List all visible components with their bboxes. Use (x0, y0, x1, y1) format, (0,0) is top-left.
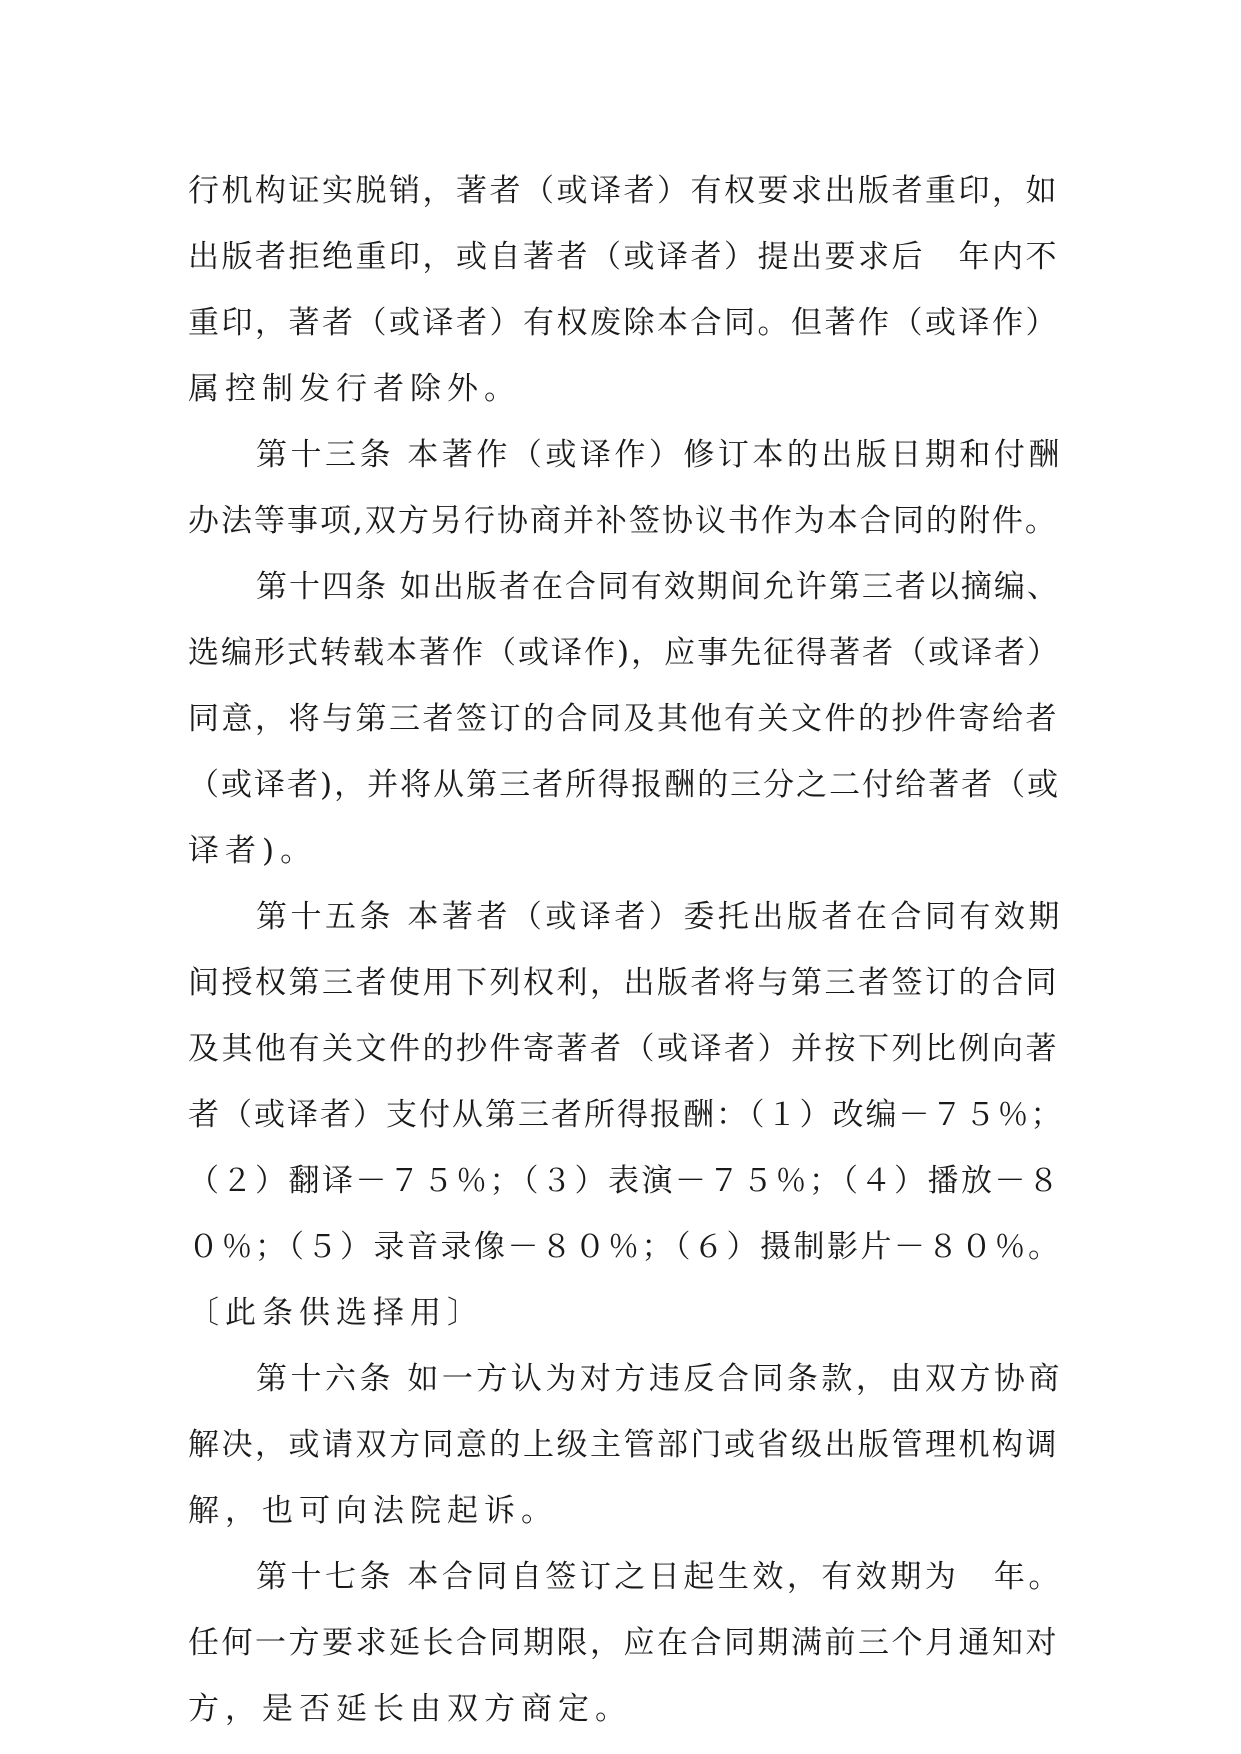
text-line: 解决，或请双方同意的上级主管部门或省级出版管理机构调 (188, 1427, 1059, 1463)
text-line: 及其他有关文件的抄件寄著者（或译者）并按下列比例向著 (188, 1031, 1059, 1067)
text-line: 同意，将与第三者签订的合同及其他有关文件的抄件寄给者 (188, 701, 1059, 737)
text-line: 任何一方要求延长合同期限，应在合同期满前三个月通知对 (188, 1625, 1059, 1661)
text-line: 者（或译者）支付从第三者所得报酬：（１）改编－７５％； (188, 1097, 1064, 1133)
text-line: 间授权第三者使用下列权利，出版者将与第三者签订的合同 (188, 965, 1059, 1001)
text-line: 出版者拒绝重印，或自著者（或译者）提出要求后 年内不 (188, 239, 1059, 275)
text-line: 〔此条供选择用〕 (188, 1295, 484, 1331)
clause-first-line: 第十四条 如出版者在合同有效期间允许第三者以摘编、 (256, 569, 1060, 605)
text-line: （２）翻译－７５％；（３）表演－７５％；（４）播放－８ (188, 1163, 1062, 1199)
text-line: 选编形式转载本著作（或译作)，应事先征得著者（或译者） (188, 635, 1061, 671)
clause-first-line: 第十七条 本合同自签订之日起生效，有效期为 年。 (256, 1559, 1063, 1595)
text-line: 行机构证实脱销，著者（或译者）有权要求出版者重印，如 (188, 173, 1059, 209)
text-line: 译者)。 (188, 833, 318, 869)
text-line: ０％；（５）录音录像－８０％；（６）摄制影片－８０％。 (188, 1229, 1062, 1265)
text-line: 解，也可向法院起诉。 (188, 1493, 558, 1529)
clause-first-line: 第十五条 本著者（或译者）委托出版者在合同有效期 (256, 899, 1063, 935)
text-line: 方，是否延长由双方商定。 (188, 1691, 632, 1727)
text-line: （或译者)，并将从第三者所得报酬的三分之二付给著者（或 (188, 767, 1061, 803)
text-line: 属控制发行者除外。 (188, 371, 521, 407)
contract-body-text (188, 158, 1068, 1742)
text-line: 重印，著者（或译者）有权废除本合同。但著作（或译作） (188, 305, 1059, 341)
text-line: 办法等事项,双方另行协商并补签协议书作为本合同的附件。 (188, 503, 1058, 539)
clause-first-line: 第十三条 本著作（或译作）修订本的出版日期和付酬 (256, 437, 1063, 473)
clause-first-line: 第十六条 如一方认为对方违反合同条款，由双方协商 (256, 1361, 1063, 1397)
